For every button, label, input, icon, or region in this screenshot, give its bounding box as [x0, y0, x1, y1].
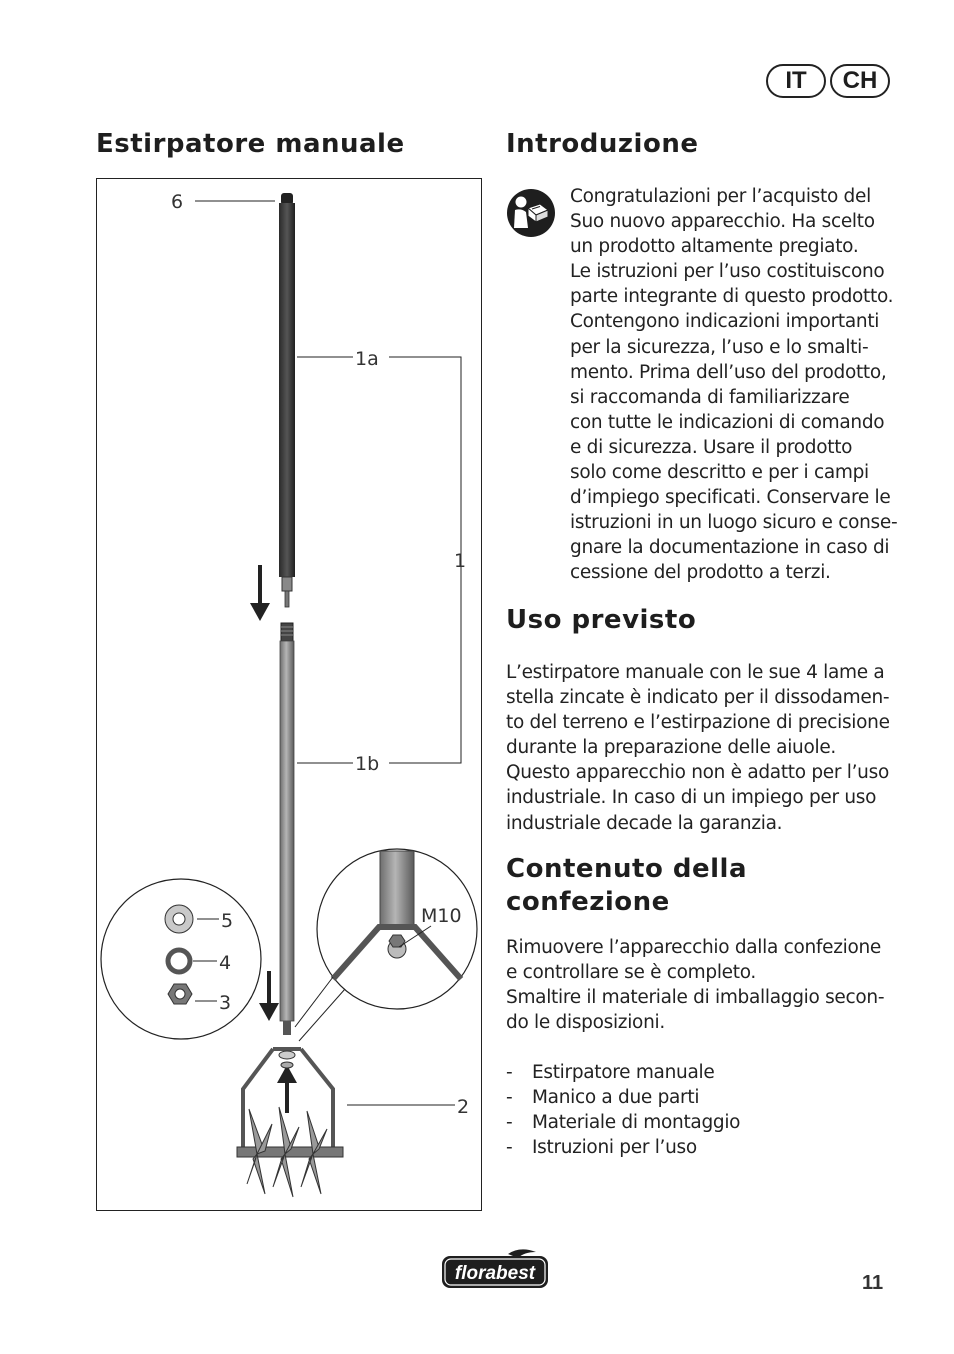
assembly-drawing — [97, 179, 483, 1212]
handle-1b — [280, 641, 294, 1021]
label-1a: 1a — [355, 348, 379, 370]
lang-badge-it: IT — [766, 64, 826, 98]
parts-detail-circle — [101, 879, 261, 1039]
assembly-figure — [96, 178, 482, 1211]
list-item: - Estirpatore manuale — [506, 1062, 715, 1083]
list-item: - Materiale di montaggio — [506, 1112, 741, 1134]
lang-badge-ch: CH — [830, 64, 890, 98]
label-m10: M10 — [421, 905, 462, 927]
label-4: 4 — [219, 952, 232, 974]
contenuto-title: Contenuto della confezione — [506, 854, 747, 917]
contenuto-text: Rimuovere l’apparecchio dalla confezione e controllare se è completo. Smaltire il materiale di imballaggio secon- do le disposizioni. — [506, 937, 885, 1034]
label-3: 3 — [219, 992, 232, 1014]
contenuto-list — [506, 1060, 740, 1160]
intro-text: Congratulazioni per l’acquisto del Suo nuovo apparecchio. Ha scelto un prodotto altamente pregiato. Le istruzioni per l’uso costituiscono parte integrante di questo prodotto. Contengono indicazioni importanti per la sicurezza, l’uso e lo smalti- mento. Prima dell’uso del prodotto, si raccomanda di familiarizzare con tutte le indicazioni di comando e di sicurezza. Usare il prodotto solo come descritto e per i campi d’impiego specificati. Conservare le istruzioni in un luogo sicuro e conse- gnare la documentazione in caso di cessione del prodotto a terzi. — [570, 186, 898, 584]
label-5: 5 — [221, 910, 234, 932]
label-6: 6 — [171, 191, 184, 213]
page-number: 11 — [862, 1272, 884, 1294]
uso-title: Uso previsto — [506, 605, 697, 635]
arrow-down-icon — [259, 1003, 279, 1021]
list-item: - Istruzioni per l’uso — [506, 1137, 697, 1159]
left-title: Estirpatore manuale — [96, 129, 405, 159]
intro-title: Introduzione — [506, 129, 699, 159]
list-item: - Manico a due parti — [506, 1087, 700, 1109]
uso-text: L’estirpatore manuale con le sue 4 lame a stella zincate è indicato per il dissodamen- to del terreno e l’estirpazione di precisione durante la preparazione delle aiuole. Questo apparecchio non è adatto per l’uso industriale. In caso di un impiego per uso industriale decade la garanzia. — [506, 662, 890, 834]
arrow-down-icon — [250, 603, 270, 621]
read-manual-icon — [506, 188, 556, 238]
label-1: 1 — [454, 550, 467, 572]
label-1b: 1b — [355, 753, 380, 775]
svg-text:florabest: florabest — [454, 1263, 536, 1284]
label-2: 2 — [457, 1096, 470, 1118]
florabest-logo — [440, 1248, 550, 1290]
handle-1a — [279, 203, 295, 577]
